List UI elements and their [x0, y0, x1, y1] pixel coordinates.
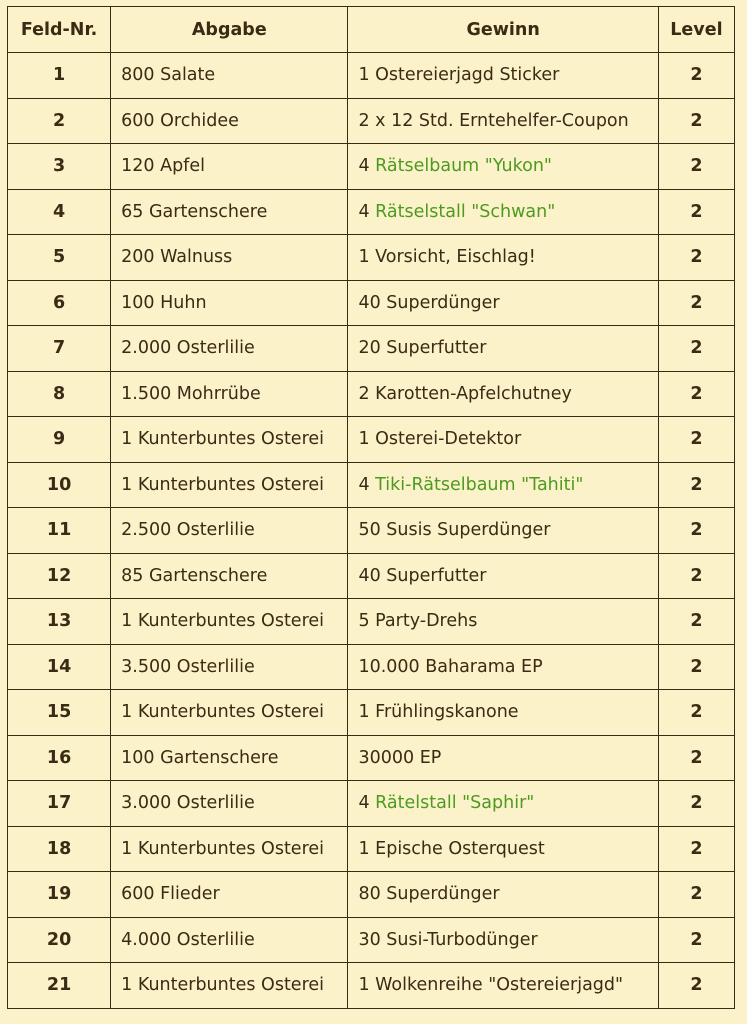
- gewinn-amount: 10.000: [358, 656, 426, 677]
- table-row: [8, 371, 735, 417]
- cell-level: 2: [658, 690, 734, 736]
- cell-abgabe: 600 Flieder: [111, 872, 348, 918]
- cell-gewinn: [348, 280, 658, 326]
- cell-abgabe: 120 Apfel: [111, 144, 348, 190]
- cell-gewinn: [348, 417, 658, 463]
- cell-gewinn: [348, 599, 658, 645]
- gewinn-item: Karotten-Apfelchutney: [375, 383, 572, 404]
- cell-feld-nr: 2: [8, 98, 111, 144]
- header-row: [8, 7, 735, 53]
- cell-level: 2: [658, 280, 734, 326]
- cell-feld-nr: 9: [8, 417, 111, 463]
- gewinn-amount: 4: [358, 793, 376, 814]
- cell-level: 2: [658, 599, 734, 645]
- cell-feld-nr: 3: [8, 144, 111, 190]
- gewinn-amount: 1: [358, 65, 376, 86]
- cell-level: 2: [658, 508, 734, 554]
- cell-abgabe: 1 Kunterbuntes Osterei: [111, 417, 348, 463]
- gewinn-amount: 50: [358, 520, 387, 541]
- cell-gewinn: [348, 235, 658, 281]
- gewinn-amount: 5: [358, 611, 376, 632]
- cell-gewinn: [348, 326, 658, 372]
- gewinn-item: Susi-Turbodünger: [386, 929, 538, 950]
- gewinn-item: Epische Osterquest: [375, 838, 545, 859]
- gewinn-item: Party-Drehs: [375, 611, 478, 632]
- cell-feld-nr: 7: [8, 326, 111, 372]
- gewinn-amount: 1: [358, 838, 376, 859]
- cell-abgabe: 1 Kunterbuntes Osterei: [111, 599, 348, 645]
- cell-level: 2: [658, 826, 734, 872]
- gewinn-amount: 4: [358, 474, 376, 495]
- cell-abgabe: 2.000 Osterlilie: [111, 326, 348, 372]
- cell-level: 2: [658, 462, 734, 508]
- cell-gewinn: [348, 144, 658, 190]
- cell-feld-nr: 14: [8, 644, 111, 690]
- table-row: [8, 553, 735, 599]
- table-row: [8, 98, 735, 144]
- cell-feld-nr: 6: [8, 280, 111, 326]
- cell-level: 2: [658, 872, 734, 918]
- cell-gewinn: [348, 963, 658, 1009]
- cell-level: 2: [658, 963, 734, 1009]
- cell-feld-nr: 16: [8, 735, 111, 781]
- gewinn-amount: 30: [358, 929, 387, 950]
- cell-abgabe: 1 Kunterbuntes Osterei: [111, 963, 348, 1009]
- cell-feld-nr: 8: [8, 371, 111, 417]
- table-row: [8, 462, 735, 508]
- cell-abgabe: 3.000 Osterlilie: [111, 781, 348, 827]
- gewinn-link[interactable]: Rätselstall "Schwan": [375, 201, 556, 222]
- cell-gewinn: [348, 781, 658, 827]
- cell-abgabe: 1 Kunterbuntes Osterei: [111, 826, 348, 872]
- gewinn-item: Superfutter: [386, 565, 487, 586]
- table-row: [8, 872, 735, 918]
- table-row: [8, 781, 735, 827]
- gewinn-item: x 12 Std. Erntehelfer-Coupon: [375, 110, 629, 131]
- cell-feld-nr: 1: [8, 53, 111, 99]
- header-level: Level: [658, 7, 734, 53]
- gewinn-item: Susis Superdünger: [386, 520, 551, 541]
- table-row: [8, 189, 735, 235]
- cell-feld-nr: 17: [8, 781, 111, 827]
- cell-gewinn: [348, 735, 658, 781]
- cell-level: 2: [658, 235, 734, 281]
- table-row: [8, 735, 735, 781]
- table-row: [8, 917, 735, 963]
- cell-abgabe: 200 Walnuss: [111, 235, 348, 281]
- cell-feld-nr: 21: [8, 963, 111, 1009]
- gewinn-amount: 1: [358, 975, 376, 996]
- table-row: [8, 690, 735, 736]
- gewinn-amount: 4: [358, 156, 376, 177]
- gewinn-amount: 4: [358, 201, 376, 222]
- header-feld-nr: Feld-Nr.: [8, 7, 111, 53]
- table-row: [8, 280, 735, 326]
- gewinn-amount: 1: [358, 247, 376, 268]
- cell-feld-nr: 12: [8, 553, 111, 599]
- cell-gewinn: [348, 826, 658, 872]
- table-row: [8, 417, 735, 463]
- cell-abgabe: 3.500 Osterlilie: [111, 644, 348, 690]
- gewinn-amount: 40: [358, 292, 387, 313]
- cell-feld-nr: 15: [8, 690, 111, 736]
- gewinn-amount: 40: [358, 565, 387, 586]
- cell-abgabe: 85 Gartenschere: [111, 553, 348, 599]
- header-abgabe: Abgabe: [111, 7, 348, 53]
- gewinn-amount: 80: [358, 884, 387, 905]
- cell-gewinn: [348, 98, 658, 144]
- table-row: [8, 53, 735, 99]
- gewinn-item: Frühlingskanone: [375, 702, 519, 723]
- gewinn-amount: 20: [358, 338, 387, 359]
- cell-abgabe: 800 Salate: [111, 53, 348, 99]
- gewinn-link[interactable]: Tiki-Rätselbaum "Tahiti": [375, 474, 584, 495]
- cell-level: 2: [658, 417, 734, 463]
- cell-abgabe: 1 Kunterbuntes Osterei: [111, 690, 348, 736]
- header-gewinn: Gewinn: [348, 7, 658, 53]
- table-row: [8, 599, 735, 645]
- cell-abgabe: 65 Gartenschere: [111, 189, 348, 235]
- cell-feld-nr: 18: [8, 826, 111, 872]
- cell-level: 2: [658, 917, 734, 963]
- cell-feld-nr: 11: [8, 508, 111, 554]
- cell-feld-nr: 13: [8, 599, 111, 645]
- cell-abgabe: 4.000 Osterlilie: [111, 917, 348, 963]
- cell-abgabe: 100 Gartenschere: [111, 735, 348, 781]
- cell-feld-nr: 19: [8, 872, 111, 918]
- cell-feld-nr: 4: [8, 189, 111, 235]
- table-row: [8, 508, 735, 554]
- gewinn-item: Superfutter: [386, 338, 487, 359]
- cell-gewinn: [348, 644, 658, 690]
- cell-abgabe: 2.500 Osterlilie: [111, 508, 348, 554]
- cell-gewinn: [348, 371, 658, 417]
- cell-feld-nr: 20: [8, 917, 111, 963]
- cell-level: 2: [658, 553, 734, 599]
- gewinn-link[interactable]: Rätselbaum "Yukon": [375, 156, 552, 177]
- gewinn-item: Ostereierjagd Sticker: [375, 65, 560, 86]
- table-body: [8, 53, 735, 1009]
- table-row: [8, 963, 735, 1009]
- cell-gewinn: [348, 189, 658, 235]
- cell-abgabe: 100 Huhn: [111, 280, 348, 326]
- cell-abgabe: 1.500 Mohrrübe: [111, 371, 348, 417]
- gewinn-amount: 1: [358, 429, 376, 450]
- cell-level: 2: [658, 326, 734, 372]
- cell-level: 2: [658, 53, 734, 99]
- gewinn-amount: 30000: [358, 747, 420, 768]
- reward-table: [7, 6, 735, 1009]
- gewinn-amount: 2: [358, 383, 376, 404]
- gewinn-amount: 1: [358, 702, 376, 723]
- cell-abgabe: 600 Orchidee: [111, 98, 348, 144]
- table-row: [8, 326, 735, 372]
- cell-gewinn: [348, 53, 658, 99]
- gewinn-item: EP: [419, 747, 442, 768]
- cell-level: 2: [658, 189, 734, 235]
- table-row: [8, 644, 735, 690]
- gewinn-item: Superdünger: [386, 884, 500, 905]
- cell-gewinn: [348, 917, 658, 963]
- cell-gewinn: [348, 553, 658, 599]
- gewinn-link[interactable]: Rätelstall "Saphir": [375, 793, 535, 814]
- cell-gewinn: [348, 872, 658, 918]
- cell-level: 2: [658, 644, 734, 690]
- gewinn-item: Wolkenreihe "Ostereierjagd": [375, 975, 624, 996]
- cell-level: 2: [658, 781, 734, 827]
- cell-feld-nr: 10: [8, 462, 111, 508]
- gewinn-item: Vorsicht, Eischlag!: [375, 247, 536, 268]
- gewinn-item: Baharama EP: [425, 656, 543, 677]
- cell-gewinn: [348, 508, 658, 554]
- cell-level: 2: [658, 371, 734, 417]
- cell-gewinn: [348, 462, 658, 508]
- cell-gewinn: [348, 690, 658, 736]
- gewinn-item: Osterei-Detektor: [375, 429, 522, 450]
- cell-abgabe: 1 Kunterbuntes Osterei: [111, 462, 348, 508]
- cell-level: 2: [658, 144, 734, 190]
- table-row: [8, 235, 735, 281]
- cell-level: 2: [658, 98, 734, 144]
- gewinn-amount: 2: [358, 110, 376, 131]
- cell-level: 2: [658, 735, 734, 781]
- table-row: [8, 144, 735, 190]
- gewinn-item: Superdünger: [386, 292, 500, 313]
- cell-feld-nr: 5: [8, 235, 111, 281]
- table-row: [8, 826, 735, 872]
